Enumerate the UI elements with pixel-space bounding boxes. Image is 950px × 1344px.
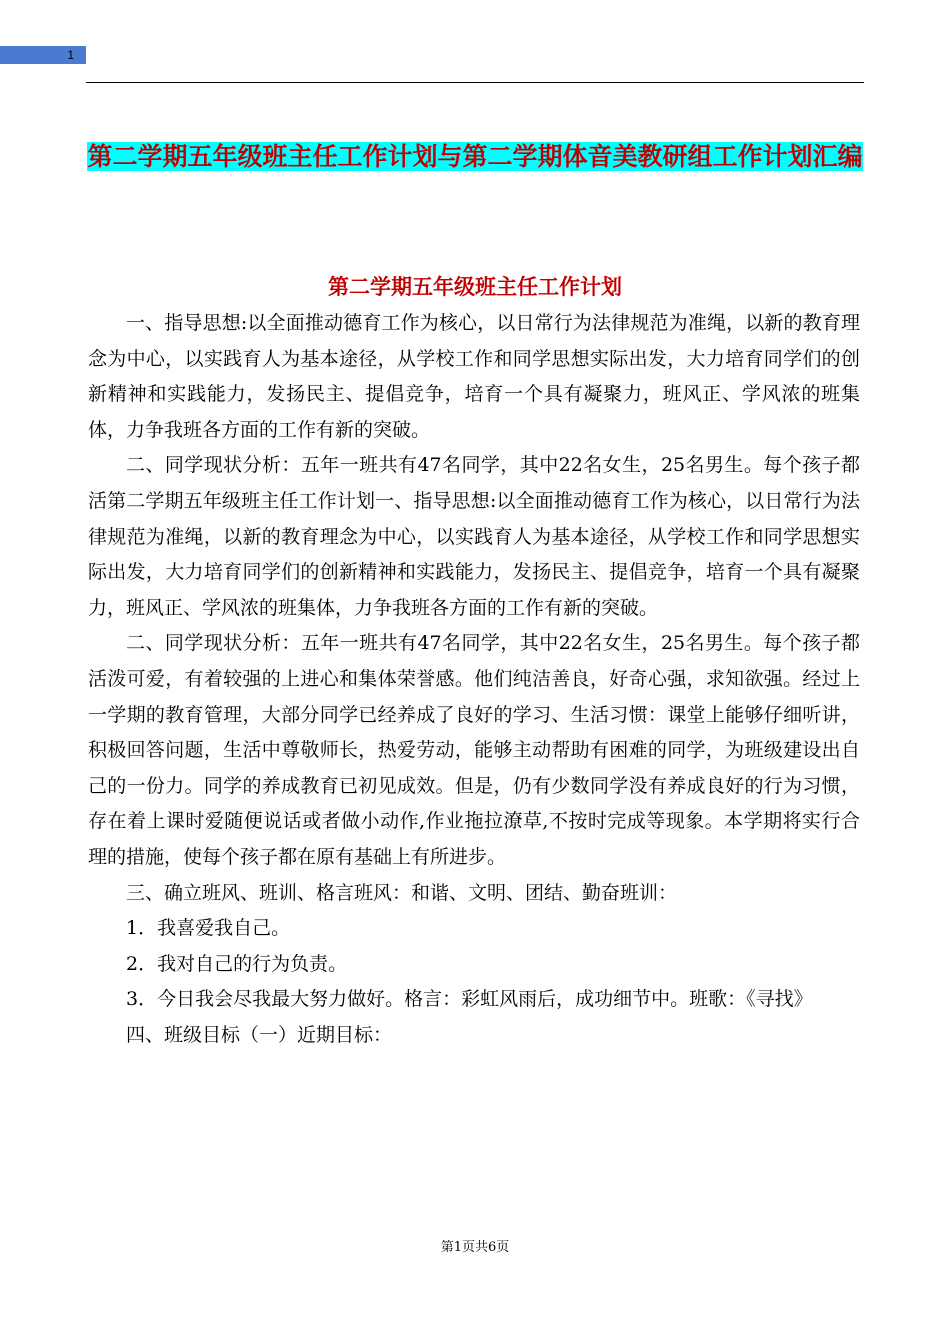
paragraph: 二、同学现状分析：五年一班共有47名同学，其中22名女生，25名男生。每个孩子都活第二学期五年级班主任工作计划一、指导思想:以全面推动德育工作为核心，以日常行为法律规范为准绳，以新的教育理念为中心，以实践育人为基本途径，从学校工作和同学思想实际出发，大力培育同学们的创新精神和实践能力，发扬民主、提倡竞争，培育一个具有凝聚力，班风正、学风浓的班集体，力争我班各方面的工作有新的突破。 (88, 454, 860, 619)
paragraph: 二、同学现状分析：五年一班共有47名同学，其中22名女生，25名男生。每个孩子都活泼可爱，有着较强的上进心和集体荣誉感。他们纯洁善良，好奇心强，求知欲强。经过上一学期的教育管理，大部分同学已经养成了良好的学习、生活习惯：课堂上能够仔细听讲，积极回答问题，生活中尊敬师长，热爱劳动，能够主动帮助有困难的同学，为班级建设出自己的一份力。同学的养成教育已初见成效。但是，仍有少数同学没有养成良好的行为习惯，存在着上课时爱随便说话或者做小动作,作业拖拉潦草,不按时完成等现象。本学期将实行合理的措施，使每个孩子都在原有基础上有所进步。 (88, 632, 860, 868)
document-title-text: 第二学期五年级班主任工作计划与第二学期体音美教研组工作计划汇编 (87, 142, 863, 171)
paragraph: 四、班级目标（一）近期目标： (126, 1023, 393, 1046)
paragraph: 三、确立班风、班训、格言班风：和谐、文明、团结、勤奋班训： (126, 881, 678, 904)
header-rule (86, 82, 864, 83)
paragraph: 一、指导思想:以全面推动德育工作为核心，以日常行为法律规范为准绳，以新的教育理念为中心，以实践育人为基本途径，从学校工作和同学思想实际出发，大力培育同学们的创新精神和实践能力，发扬民主、提倡竞争，培育一个具有凝聚力，班风正、学风浓的班集体，力争我班各方面的工作有新的突破。 (88, 312, 860, 441)
page-marker-number: 1 (67, 48, 74, 62)
section-title: 第二学期五年级班主任工作计划 (328, 274, 622, 299)
paragraph: 3．今日我会尽我最大努力做好。格言：彩虹风雨后，成功细节中。班歌：《寻找》 (126, 988, 813, 1011)
page-marker (0, 46, 86, 64)
body-text (88, 306, 860, 1053)
paragraph: 1．我喜爱我自己。 (126, 917, 291, 940)
document-title (86, 130, 864, 183)
page-footer: 第1页共6页 (440, 1240, 510, 1255)
paragraph: 2．我对自己的行为负责。 (126, 952, 348, 975)
